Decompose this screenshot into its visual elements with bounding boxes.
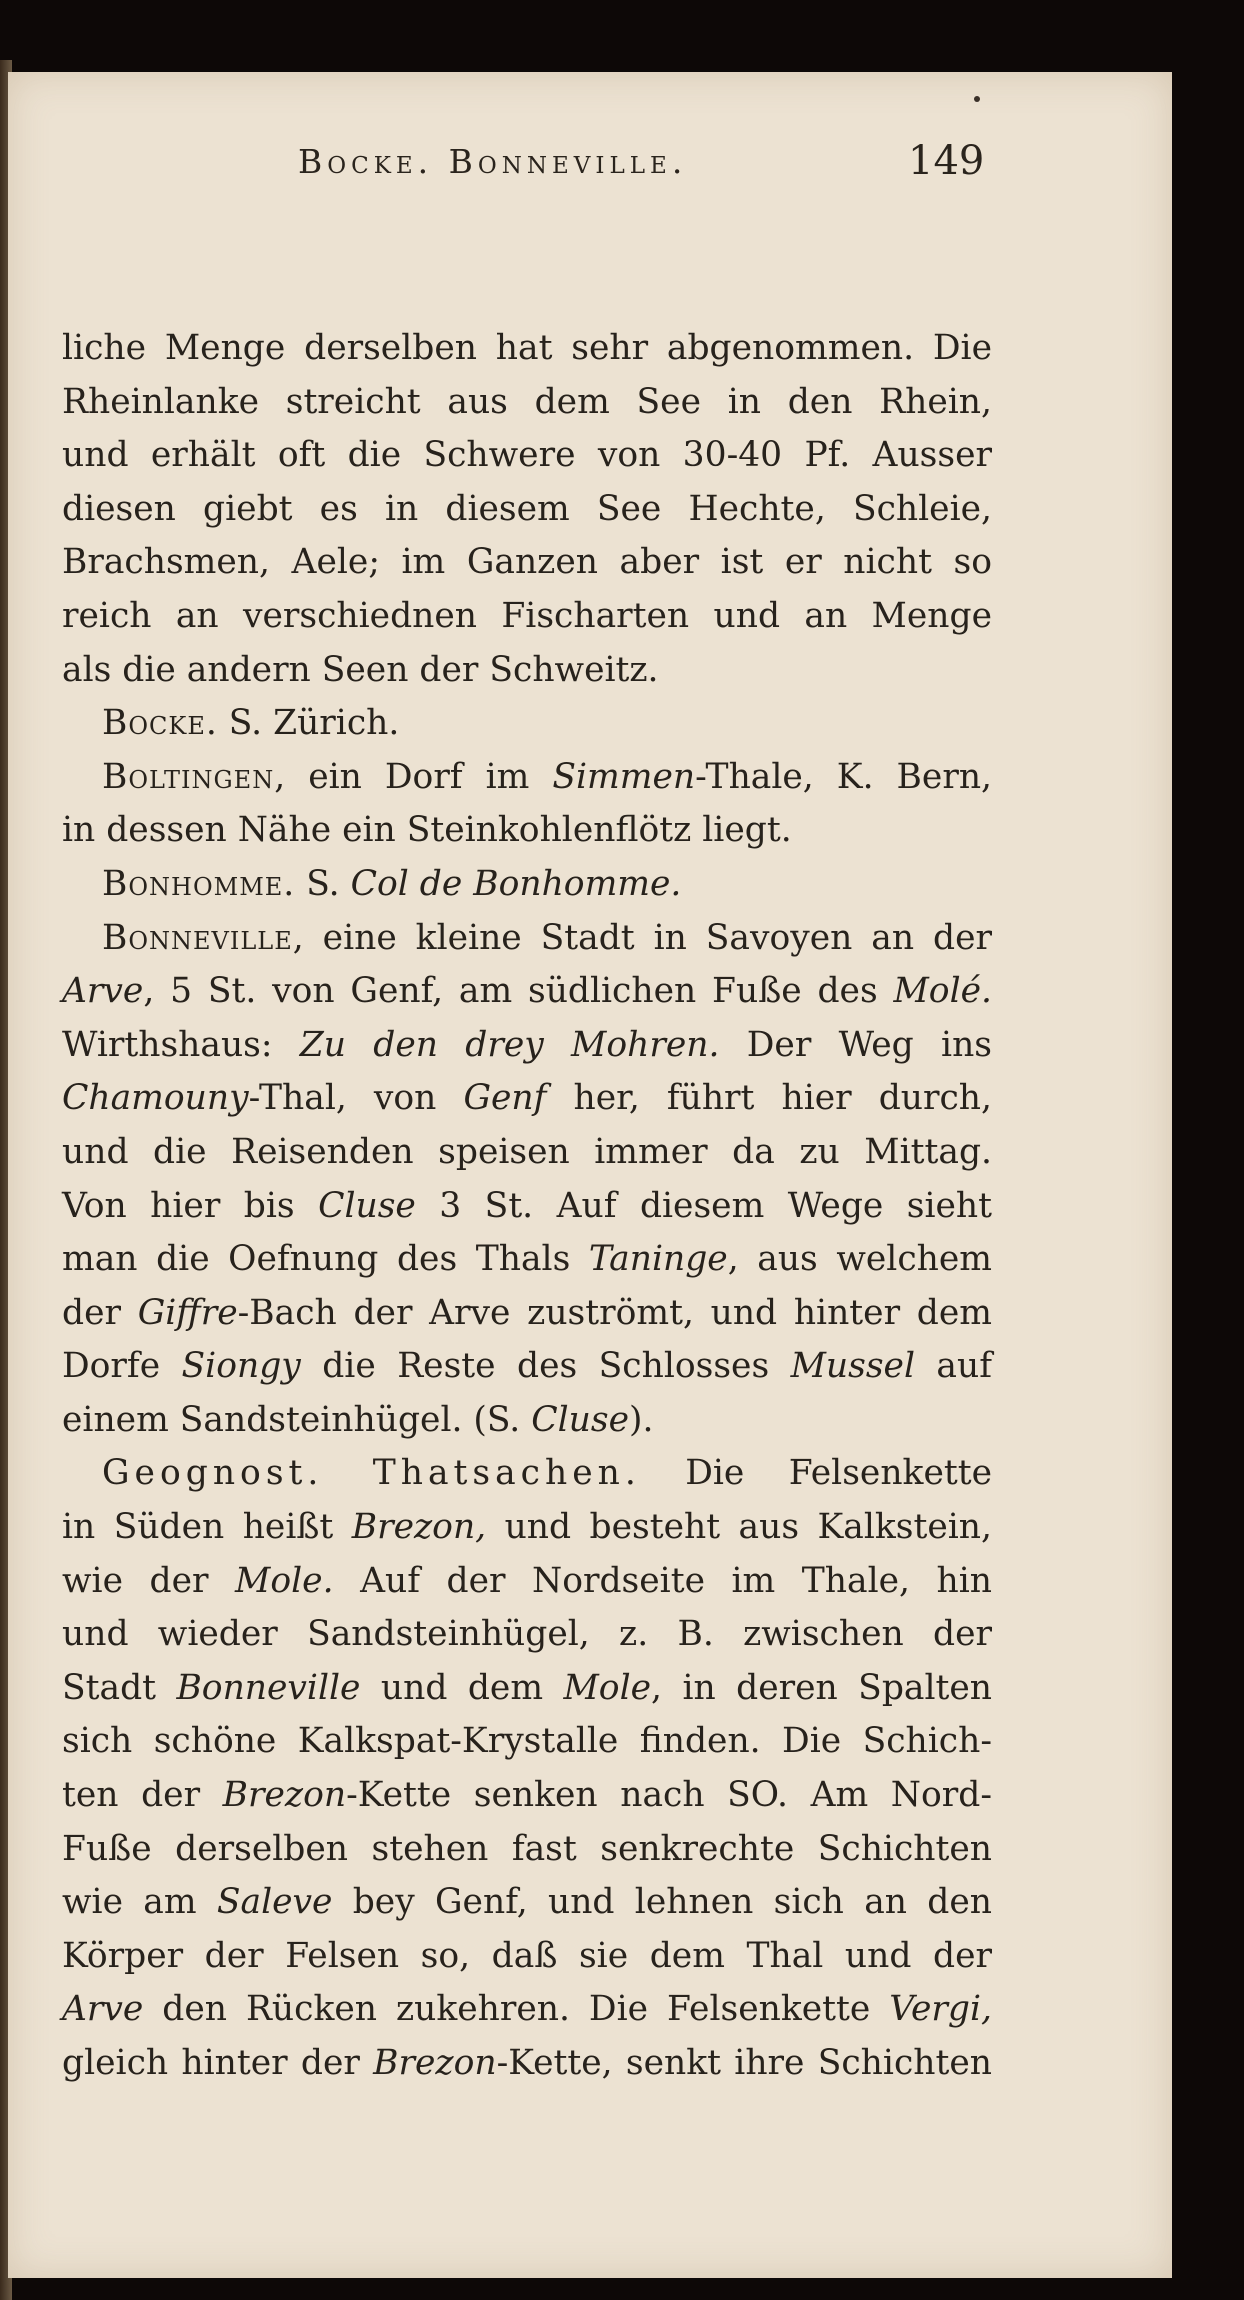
text-line: wie der Mole. Auf der Nordseite im Thale, hin xyxy=(62,1560,992,1601)
text-line: Körper der Felsen so, daß sie dem Thal und der xyxy=(62,1935,992,1976)
text-line: Dorfe Siongy die Reste des Schlosses Mussel auf xyxy=(62,1346,992,1387)
text-line: gleich hinter der Brezon-Kette, senkt ihre Schichten xyxy=(62,2043,992,2083)
text-line: liche Menge derselben hat sehr abgenommen. Die xyxy=(62,328,992,368)
text-line: einem Sandsteinhügel. (S. Cluse). xyxy=(62,1399,654,1440)
entry-headword: Boltingen xyxy=(102,756,275,797)
text-line: in Süden heißt Brezon, und besteht aus Kalkstein, xyxy=(62,1507,992,1548)
text-line: Fuße derselben stehen fast senkrechte Schichten xyxy=(62,1828,992,1869)
text-line: in dessen Nähe ein Steinkohlenflötz liegt. xyxy=(62,810,792,851)
section-heading: Geognost. Thatsachen. xyxy=(102,1453,641,1494)
text-line: und die Reisenden speisen immer da zu Mittag. xyxy=(62,1131,992,1172)
entry-headword: Bocke. xyxy=(102,703,218,744)
text-line: ten der Brezon-Kette senken nach SO. Am Nord- xyxy=(62,1775,992,1816)
entry-bonneville: Bonneville, eine kleine Stadt in Savoyen an der xyxy=(102,917,992,958)
entry-headword: Bonneville xyxy=(102,917,293,958)
running-header: Bocke. Bonneville. xyxy=(298,142,688,181)
text-line: als die andern Seen der Schweitz. xyxy=(62,649,659,690)
text-line: der Giffre-Bach der Arve zuströmt, und hinter dem xyxy=(62,1292,992,1333)
entry-headword: Bonhomme. xyxy=(102,863,296,904)
section-geognost: Geognost. Thatsachen. Die Felsenkette xyxy=(102,1453,993,1494)
text-line: Arve, 5 St. von Genf, am südlichen Fuße des Molé. xyxy=(62,971,992,1012)
entry-bonhomme: Bonhomme. S. Col de Bonhomme. xyxy=(102,863,682,904)
text-line: man die Oefnung des Thals Taninge, aus welchem xyxy=(62,1239,992,1280)
book-page xyxy=(8,72,1172,2278)
text-line: wie am Saleve bey Genf, und lehnen sich an den xyxy=(62,1882,992,1923)
body-text xyxy=(62,322,992,2091)
text-line: Stadt Bonneville und dem Mole, in deren Spalten xyxy=(62,1667,993,1708)
page-number: 149 xyxy=(908,138,985,184)
text-line: Wirthshaus: Zu den drey Mohren. Der Weg ins xyxy=(62,1024,992,1065)
text-line: und wieder Sandsteinhügel, z. B. zwischen der xyxy=(62,1614,992,1655)
entry-boltingen: Boltingen, ein Dorf im Simmen-Thale, K. Bern, xyxy=(102,756,993,797)
text-line: diesen giebt es in diesem See Hechte, Schleie, xyxy=(62,488,992,529)
text-line: Chamouny-Thal, von Genf her, führt hier durch, xyxy=(62,1078,992,1119)
text-line: sich schöne Kalkspat-Krystalle finden. Die Schich- xyxy=(62,1721,992,1762)
text-line: Rheinlanke streicht aus dem See in den Rhein, xyxy=(62,381,992,422)
entry-bocke: Bocke. S. Zürich. xyxy=(102,703,400,744)
ink-speck xyxy=(974,96,980,102)
text-line: Arve den Rücken zukehren. Die Felsenkette Vergi, xyxy=(62,1989,992,2030)
text-line: reich an verschiednen Fischarten und an Menge xyxy=(62,595,992,636)
text-line: Von hier bis Cluse 3 St. Auf diesem Wege sieht xyxy=(62,1185,993,1226)
text-line: und erhält oft die Schwere von 30-40 Pf. Ausser xyxy=(62,435,992,476)
text-line: Brachsmen, Aele; im Ganzen aber ist er nicht so xyxy=(62,542,992,583)
